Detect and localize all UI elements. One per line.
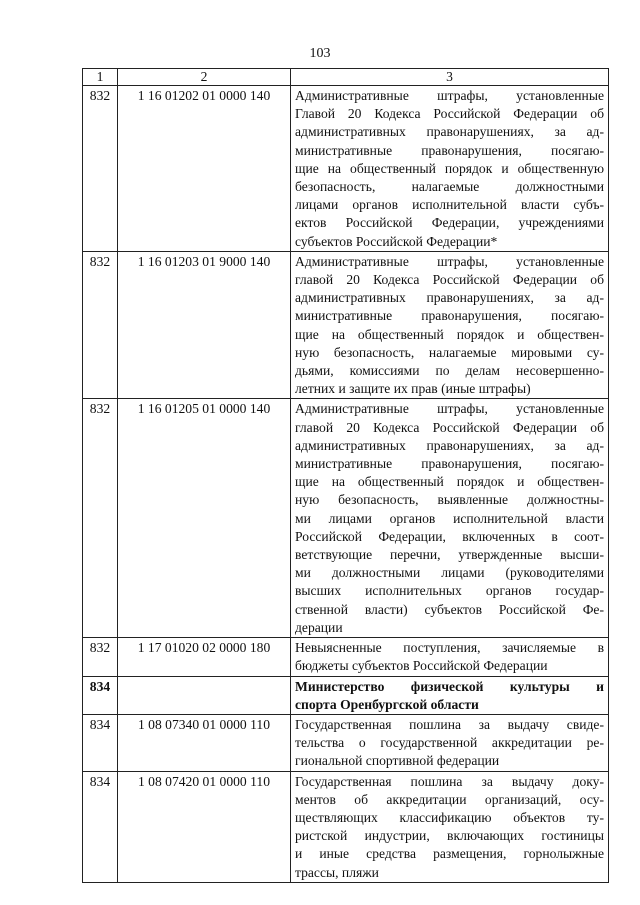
description-line: ментов об аккредитации организаций, осу- [295,791,604,807]
description-line: дьями, комиссиями по делам несовершенно- [295,363,604,379]
table-row [83,399,609,638]
revenue-description-cell [291,86,609,252]
admin-code-cell: 832 [83,86,118,252]
description-line: административных правонарушениях, за ад- [295,290,604,306]
description-line: Российской Федерации, включенных в соот- [295,528,604,544]
column-header-3: 3 [291,69,609,86]
description-line: щие на общественный порядок и обществен- [295,326,604,342]
description-line: ную безопасность, выявленные должностны- [295,492,604,508]
description-line: Административные штрафы, установленные [295,253,604,269]
revenue-description-cell [291,676,609,714]
description-line: Государственная пошлина за выдачу доку- [295,773,604,789]
description-line: Главой 20 Кодекса Российской Федерации об [295,106,604,122]
description-line: административных правонарушениях, за ад- [295,437,604,453]
description-line: высших исполнительных органов государ- [295,583,604,599]
table-row [83,638,609,676]
budget-classification-code-cell [118,676,291,714]
description-line: спорта Оренбургской области [295,696,479,712]
admin-code-cell: 834 [83,771,118,882]
budget-code-table [82,68,609,883]
table-row [83,714,609,771]
description-line: субъектов Российской Федерации* [295,233,498,249]
admin-code-cell: 834 [83,676,118,714]
revenue-description-cell [291,771,609,882]
description-line: дерации [295,619,343,635]
budget-classification-code-cell: 1 08 07420 01 0000 110 [118,771,291,882]
admin-code-cell: 832 [83,251,118,399]
description-line: ми должностными лицами (руководителями [295,565,604,581]
table-row [83,86,609,252]
table-body [83,86,609,883]
revenue-description-cell [291,399,609,638]
budget-classification-code-cell: 1 16 01202 01 0000 140 [118,86,291,252]
budget-classification-code-cell: 1 17 01020 02 0000 180 [118,638,291,676]
description-line: административных правонарушениях, за ад- [295,124,604,140]
revenue-description-cell [291,251,609,399]
description-line: ветствующие перечни, утвержденные высши- [295,547,604,563]
description-line: ственной власти) субъектов Российской Фе- [295,601,604,617]
page-number: 103 [309,46,331,61]
description-line: летних и защите их прав (иные штрафы) [295,381,531,397]
admin-code-cell: 834 [83,714,118,771]
description-line: бюджеты субъектов Российской Федерации [295,658,548,674]
description-line: ми лицами органов исполнительной власти [295,510,604,526]
description-line: и иные средства размещения, горнолыжные [295,846,604,862]
description-line: главой 20 Кодекса Российской Федерации об [295,419,604,435]
description-line: щие на общественный порядок и обществен- [295,474,604,490]
description-line: Министерство физической культуры и [295,678,604,694]
description-line: безопасность, налагаемые должностными [295,179,604,195]
description-line: тельства о государственной аккредитации ре- [295,735,604,751]
table-header-row [83,69,609,86]
description-line: Административные штрафы, установленные [295,88,604,103]
description-line: ную безопасность, налагаемые мировыми су- [295,344,604,360]
revenue-description-cell [291,638,609,676]
description-line: ристской индустрии, включающих гостиницы [295,828,604,844]
description-line: гиональной спортивной федерации [295,753,500,769]
revenue-description-cell [291,714,609,771]
admin-code-cell: 832 [83,638,118,676]
budget-classification-code-cell: 1 16 01203 01 9000 140 [118,251,291,399]
description-line: ектов Российской Федерации, учреждениями [295,215,604,231]
description-line: щие на общественный порядок и общественную [295,160,604,176]
table-row-heading [83,676,609,714]
column-header-1: 1 [83,69,118,86]
description-line: министративные правонарушения, посягаю- [295,308,604,324]
description-line: главой 20 Кодекса Российской Федерации об [295,272,604,288]
budget-classification-code-cell: 1 08 07340 01 0000 110 [118,714,291,771]
description-line: министративные правонарушения, посягаю- [295,142,604,158]
column-header-2: 2 [118,69,291,86]
budget-classification-code-cell: 1 16 01205 01 0000 140 [118,399,291,638]
table-row [83,771,609,882]
description-line: Государственная пошлина за выдачу свиде- [295,716,604,732]
admin-code-cell: 832 [83,399,118,638]
table-row [83,251,609,399]
description-line: трассы, пляжи [295,864,379,880]
description-line: министративные правонарушения, посягаю- [295,456,604,472]
description-line: лицами органов исполнительной власти субъ- [295,197,604,213]
description-line: Невыясненные поступления, зачисляемые в [295,640,604,656]
description-line: Административные штрафы, установленные [295,401,604,417]
description-line: ществляющих классификацию объектов ту- [295,809,604,825]
